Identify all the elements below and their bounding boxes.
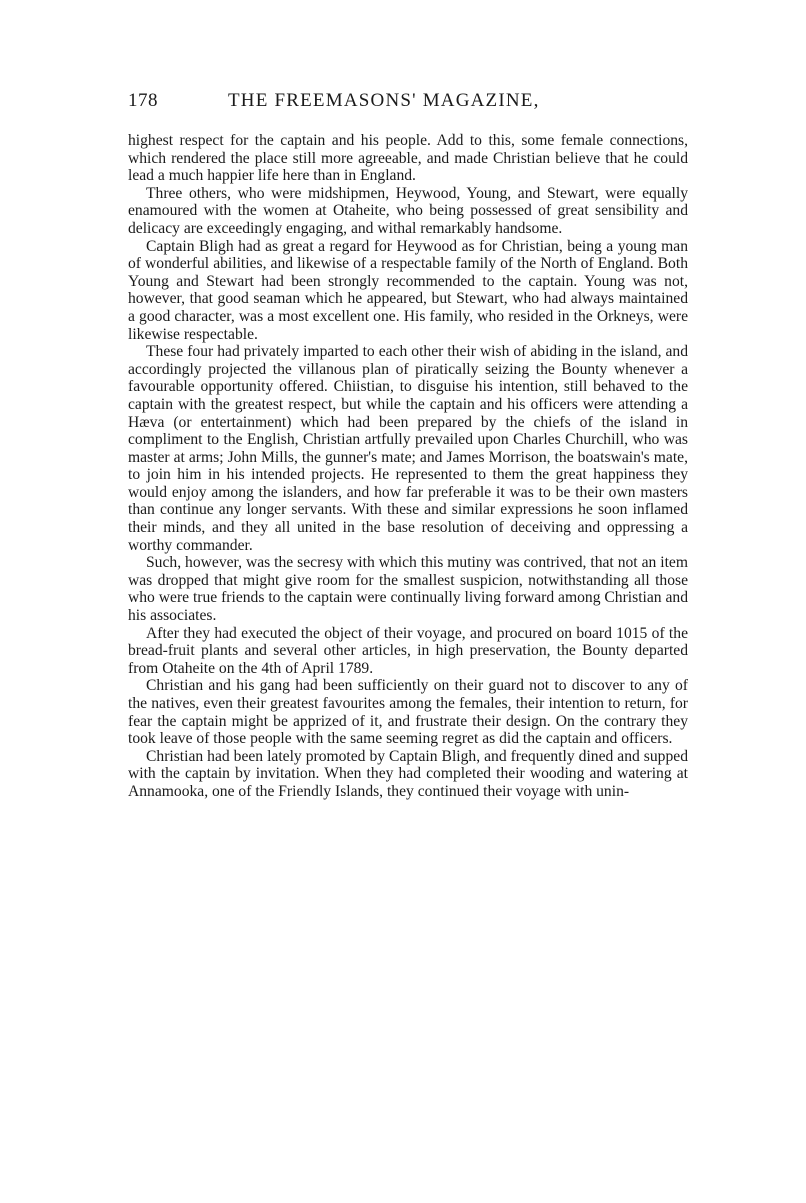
running-title: THE FREEMASONS' MAGAZINE, [228, 90, 540, 111]
page-header [128, 88, 688, 118]
paragraph: Christian had been lately promoted by Captain Bligh, and frequently dined and supped with the captain by invitation. When they had completed their wooding and watering at Annamooka, one of the Friendly Islands, they continued their voyage with unin- [128, 747, 688, 800]
paragraph: Christian and his gang had been sufficiently on their guard not to discover to any of the natives, even their greatest favourites among the females, their intention to return, for fear the captain might be apprized of it, and frustrate their design. On the contrary they took leave of those people with the same seeming regret as did the captain and officers. [128, 677, 688, 748]
paragraph: These four had privately imparted to each other their wish of abiding in the island, and accordingly projected the villanous plan of piratically seizing the Bounty whenever a favourable opportunity offered. Chiistian, to disguise his intention, still behaved to the captain with the greatest respect, but while the captain and his officers were attending a Hæva (or entertainment) which had been prepared by the chiefs of the island in compliment to the English, Christian artfully prevailed upon Charles Churchill, who was master at arms; John Mills, the gunner's mate; and James Morrison, the boatswain's mate, to join him in his intended projects. He represented to them the great happiness they would enjoy among the islanders, and how far preferable it was to be their own masters than continue any longer servants. With these and similar expressions he soon inflamed their minds, and they all united in the base resolution of deceiving and oppressing a worthy commander. [128, 343, 688, 554]
paragraph: highest respect for the captain and his people. Add to this, some female connections, which rendered the place still more agreeable, and made Christian believe that he could lead a much happier life here than in England. [128, 132, 688, 185]
magazine-page [128, 88, 688, 801]
page-number: 178 [128, 90, 158, 111]
paragraph: Three others, who were midshipmen, Heywood, Young, and Stewart, were equally enamoured with the women at Otaheite, who being possessed of great sensibility and delicacy are exceedingly engaging, and withal remarkably handsome. [128, 184, 688, 237]
paragraph: Such, however, was the secresy with which this mutiny was contrived, that not an item was dropped that might give room for the smallest suspicion, notwithstanding all those who were true friends to the captain were continually living forward among Christian and his associates. [128, 554, 688, 625]
paragraph: Captain Bligh had as great a regard for Heywood as for Christian, being a young man of wonderful abilities, and likewise of a respectable family of the North of England. Both Young and Stewart had been strongly recommended to the captain. Young was not, however, that good seaman which he appeared, but Stewart, who had always maintained a good character, was a most excellent one. His family, who resided in the Orkneys, were likewise respectable. [128, 237, 688, 343]
paragraph: After they had executed the object of their voyage, and procured on board 1015 of the bread-fruit plants and several other articles, in high preservation, the Bounty departed from Otaheite on the 4th of April 1789. [128, 624, 688, 677]
article-body [128, 132, 688, 801]
